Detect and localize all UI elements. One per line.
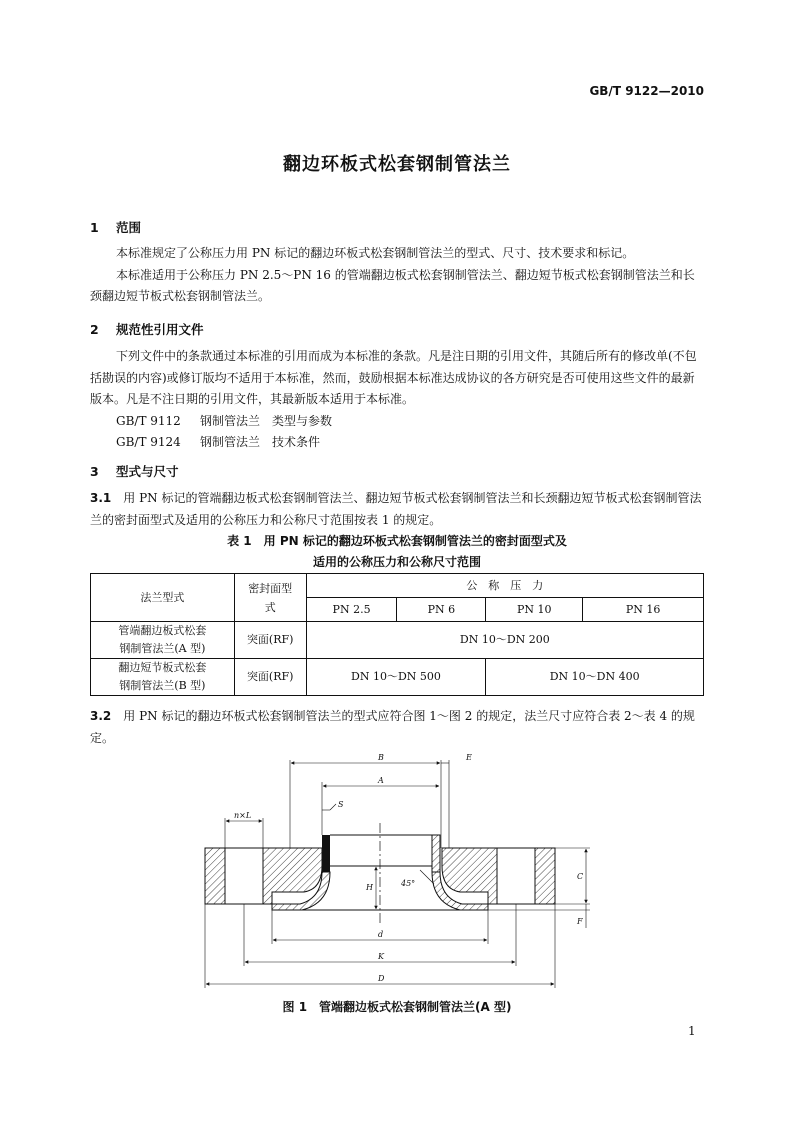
cell-range: DN 10～DN 400 — [486, 659, 704, 696]
left-bolt-hole — [225, 848, 263, 904]
left-flange-body — [263, 848, 322, 904]
dim-label-K: K — [378, 952, 384, 961]
page-number: 1 — [688, 1024, 696, 1038]
dim-label-E: E — [466, 753, 472, 762]
cell-text: 钢制管法兰(A 型) — [119, 642, 206, 655]
section-number: 2 — [90, 322, 99, 337]
dim-label-C: C — [577, 872, 584, 881]
angle-label: 45° — [401, 879, 416, 888]
dim-label-d: d — [378, 930, 384, 939]
clause-text: 用 PN 标记的翻边环板式松套钢制管法兰的型式应符合图 1～图 2 的规定，法兰尺寸应符合表 2～表 4 的规定。 — [90, 709, 695, 745]
left-flange-outer — [205, 848, 225, 904]
left-pipe-wall — [322, 835, 330, 872]
cell-range: DN 10～DN 200 — [306, 622, 703, 659]
section-title: 规范性引用文件 — [116, 322, 204, 337]
paragraph-text: 下列文件中的条款通过本标准的引用而成为本标准的条款。凡是注日期的引用文件，其随后所有的修改单(不包括勘误的内容)或修订版均不适用于本标准，然而，鼓励根据本标准达成协议的各方研究是否可使用这些文件的最新版本。凡是不注日期的引用文件，其最新版本适用于本标准。 — [90, 349, 697, 406]
document-title: 翻边环板式松套钢制管法兰 — [283, 154, 511, 175]
standard-number: GB/T 9122—2010 — [589, 84, 704, 98]
paragraph-text: 本标准规定了公称压力用 PN 标记的翻边环板式松套钢制管法兰的型式、尺寸、技术要求和标记。 — [116, 246, 635, 260]
cell-seal: 突面(RF) — [234, 659, 306, 696]
table-caption-line1: 表 1 用 PN 标记的翻边环板式松套钢制管法兰的密封面型式及 — [227, 534, 567, 548]
header-pn: PN 6 — [397, 598, 486, 622]
dim-label-H: H — [366, 883, 373, 892]
dim-label-S: S — [338, 800, 344, 809]
cell-text: 翻边短节板式松套 — [118, 661, 207, 674]
cell-range: DN 10～DN 500 — [306, 659, 486, 696]
right-bolt-hole — [497, 848, 535, 904]
dim-label-F: F — [577, 917, 583, 926]
table-caption-line2: 适用的公称压力和公称尺寸范围 — [312, 555, 481, 569]
reference-code: GB/T 9124 — [116, 435, 181, 449]
dim-label-D: D — [378, 974, 385, 983]
right-pipe-wall — [432, 835, 440, 872]
cell-text: 钢制管法兰(B 型) — [119, 679, 206, 692]
cell-text: 管端翻边板式松套 — [118, 624, 207, 637]
section-title: 型式与尺寸 — [116, 464, 179, 479]
header-seal-type: 密封面型式 — [234, 574, 306, 622]
figure-caption: 图 1 管端翻边板式松套钢制管法兰(A 型) — [282, 1000, 512, 1014]
header-pn: PN 16 — [583, 598, 704, 622]
clause-number: 3.1 — [90, 491, 112, 505]
right-flange-body — [442, 848, 497, 904]
paragraph-text: 本标准适用于公称压力 PN 2.5～PN 16 的管端翻边板式松套钢制管法兰、翻边短节板式松套钢制管法兰和长颈翻边短节板式松套钢制管法兰。 — [90, 267, 695, 303]
right-flange-outer — [535, 848, 555, 904]
reference-name: 钢制管法兰 技术条件 — [200, 435, 321, 449]
clause-text: 用 PN 标记的管端翻边板式松套钢制管法兰、翻边短节板式松套钢制管法兰和长颈翻边短节板式松套钢制管法兰的密封面型式及适用的公称压力和公称尺寸范围按表 1 的规定。 — [90, 491, 702, 527]
header-flange-type: 法兰型式 — [91, 574, 235, 622]
dim-label-A: A — [378, 776, 384, 785]
cell-seal: 突面(RF) — [234, 622, 306, 659]
clause-number: 3.2 — [90, 709, 112, 723]
dim-label-B: B — [378, 753, 384, 762]
reference-code: GB/T 9112 — [116, 414, 181, 428]
dim-label-nL: n×L — [234, 811, 252, 820]
section-title: 范围 — [116, 220, 142, 235]
header-pressure: 公 称 压 力 — [306, 574, 703, 598]
header-pn: PN 10 — [486, 598, 583, 622]
header-pn: PN 2.5 — [306, 598, 397, 622]
section-number: 3 — [90, 464, 99, 479]
section-number: 1 — [90, 220, 99, 235]
leader — [330, 804, 336, 810]
reference-name: 钢制管法兰 类型与参数 — [200, 414, 333, 428]
